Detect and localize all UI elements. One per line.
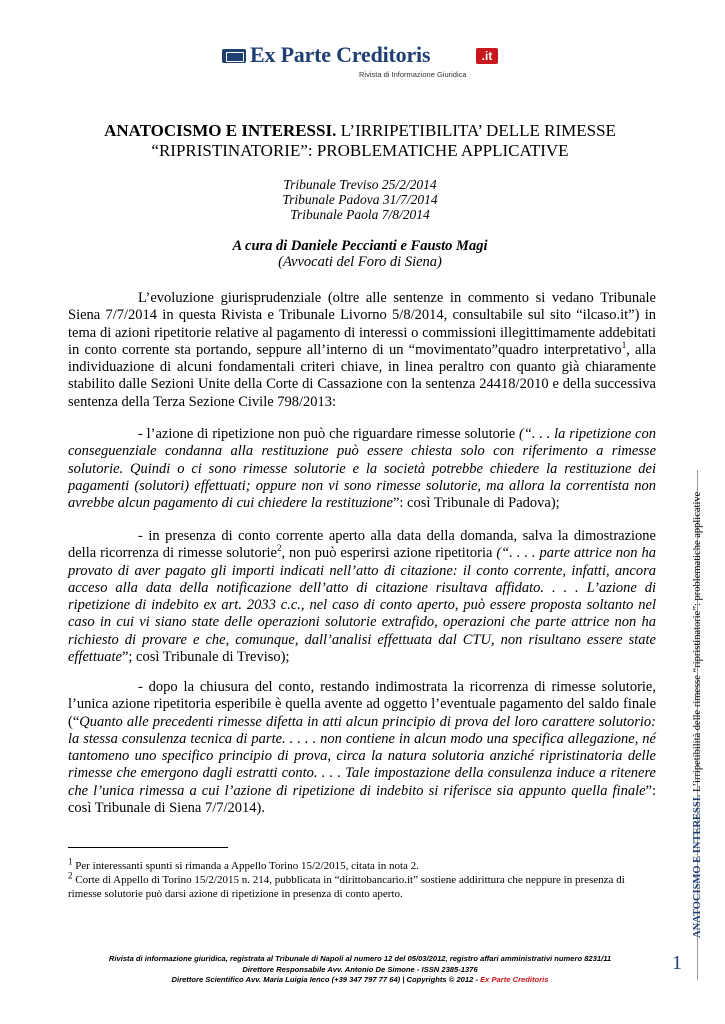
paragraph-text: - l’azione di ripetizione non può che riguardare rimesse solutorie [138,426,519,442]
side-title-rest: L’irripetibilità delle rimesse “ripristinatorie”: problematiche applicative [692,491,703,795]
quote-text: (“. . . la ripetizione con conseguenziale condanna alla restituzione può essere chiesta solo con riferimento a rimesse solutorie. Quindi o ci sono rimesse solutorie e la società potrebbe chiedere la restituzione dei pagamenti (solutori) effettuati; oppure non vi sono rimesse solutorie, ma allora la correntista non avrebbe alcun pagamento di cui chiedere la restituzione [68,426,656,512]
paragraph-text: L’evoluzione giurisprudenziale (oltre alle sentenze in commento si vedano Tribunale Siena 7/7/2014 in questa Rivista e Tribunale Livorno 5/8/2014, consultabile sul sito “ilcaso.it”) in tema di azioni ripetitorie relative al pagamento di interessi o commissioni illegittimamente addebitati in conto corrente sta portando, seppure all’interno di un “movimentato”quadro interpretativo [68,290,656,358]
footnote-divider [68,847,228,848]
footnotes [68,856,656,901]
quote-text: Quanto alle precedenti rimesse difetta in atti alcun principio di prova del loro carattere solutorio: la stessa consulenza tecnica di parte. . . . . non contiene in alcun modo una specifica allegazione, né tantomeno uno specifico principio di prova, circa la natura solutoria anziché ripristinatoria delle rimesse che emergono dagli estratti conto. . . . Tale impostazione della consulenza induce a ritenere che l’unica rimessa a cui l’azione di ripetizione di indebito si riferisce sia appunto quella finale [68,713,656,799]
page-footer [60,954,660,986]
title-line2: “RIPRISTINATORIE”: PROBLEMATICHE APPLICATIVE [151,141,569,160]
authors-line: A cura di Daniele Peccianti e Fausto Magi [232,238,488,254]
paragraph-text: , alla individuazione di alcuni fondamentali criteri chiave, in linea peraltro con quanto già chiaramente stabilito dalle Sezioni Unite della Corte di Cassazione con la sentenza 24418/2010 e della successiva sentenza della Terza Sezione Civile 798/2013: [68,341,656,410]
paragraph-text: ”: così Tribunale di Siena 7/7/2014). [68,782,656,817]
footnote-ref[interactable]: 2 [276,543,282,554]
paragraph-intro [68,290,656,411]
quote-text: (“. . . . parte attrice non ha provato di aver pagato gli importi indicati nell’atto di citazione: il conto corrente, infatti, ancora acceso alla data della notificazione dell’atto di citazione risultava affidato. . . . L’azione di ripetizione di indebito ex art. 2033 c.c., nel caso di conto aperto, può essere proposta soltanto nel caso in cui vi siano state delle operazioni solutorie extrafido, operazioni che parte attrice non ha richiesto di provare e che, comunque, dall’analisi effettuata dal CTU, non risultano essere state effettuate [68,545,656,666]
authors-affiliation: (Avvocati del Foro di Siena) [278,254,442,270]
footer-brand-link[interactable]: Ex Parte Creditoris [480,975,549,984]
logo-text: Ex Parte Creditoris [250,42,431,67]
case-item: Tribunale Paola 7/8/2014 [290,207,430,222]
article-title [60,121,660,161]
logo [222,44,502,84]
footnote-ref[interactable]: 1 [621,340,627,351]
footnote-text: Corte di Appello di Torino 15/2/2015 n. 214, pubblicata in “dirittobancario.it” sostiene addirittura che neppure in presenza di rimesse solutorie può darsi azione di ripetizione in presenza di conto aperto. [68,874,625,900]
logo-emblem-icon [222,49,246,63]
paragraph-text: - in presenza di conto corrente aperto alla data della domanda, salva la dimostrazione della ricorrenza di rimesse solutorie [68,528,656,562]
title-line1-rest: L’IRRIPETIBILITA’ DELLE RIMESSE [336,121,616,140]
footer-registration: Rivista di informazione giuridica, registrata al Tribunale di Napoli al numero 12 del 05/03/2012, registro affari amministrativi numero 8231/11 [108,954,612,963]
paragraph-point-1 [68,426,656,512]
paragraph-text: - dopo la chiusura del conto, restando indimostrata la ricorrenza di rimesse solutorie, l’unica azione ripetitoria esperibile è quella avente ad oggetto l’eventuale pagamento del saldo finale (“ [68,679,656,730]
side-title-bold: ANATOCISMO E INTERESSI. [692,794,703,938]
paragraph-point-2 [68,528,656,666]
authors [60,238,660,270]
case-item: Tribunale Padova 31/7/2014 [282,192,438,207]
footnote-number: 2 [68,870,73,881]
footer-copyright: Direttore Scientifico Avv. Maria Luigia Ienco (+39 347 797 77 64) | Copyrights © 2012 - Ex Parte Creditoris [171,975,549,984]
side-running-title [686,470,706,940]
paragraph-text: ”: così Tribunale di Padova); [392,495,560,512]
page-number: 1 [672,952,682,974]
footnote-text: Per interessanti spunti si rimanda a Appello Torino 15/2/2015, citata in nota 2. [72,860,419,872]
paragraph-text: , non può esperirsi azione ripetitoria [281,545,497,562]
paragraph-text: ”; così Tribunale di Treviso); [121,649,290,666]
case-list [60,177,660,222]
logo-subtitle: Rivista di Informazione Giuridica [359,70,467,79]
case-item: Tribunale Treviso 25/2/2014 [283,177,437,192]
paragraph-point-3 [68,679,656,817]
logo-badge: .it [476,48,498,64]
footnote-number: 1 [68,856,73,867]
footer-director: Direttore Responsabile Avv. Antonio De Simone - ISSN 2385-1376 [242,964,478,974]
footnote-item [68,870,656,901]
footnote-item [68,856,656,873]
title-bold: ANATOCISMO E INTERESSI. [104,121,337,140]
